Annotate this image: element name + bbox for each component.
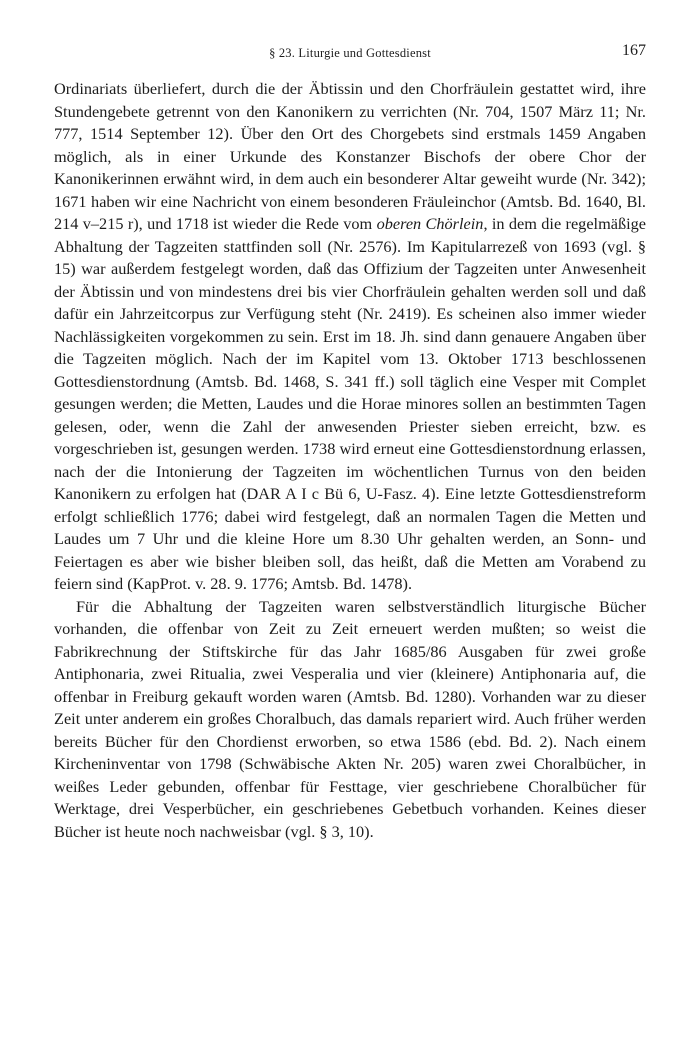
paragraph-1-part-a: Ordinariats überliefert, durch die der Äbtissin und den Chorfräulein gestattet wird, ihre Stundengebete getrennt von den Kanonikern zu verrichten (Nr. 704, 1507 März 11; Nr. 777, 1514 September 12). Über den Ort des Chorgebets sind erstmals 1459 Angaben möglich, als in einer Urkunde des Konstanzer Bischofs der obere Chor der Kanonikerinnen erwähnt wird, in dem auch ein besonderer Altar geweiht wurde (Nr. 342); 1671 haben wir eine Nachricht von einem besonderen Fräuleinchor (Amtsb. Bd. 1640, Bl. 214 v–215 r), und 1718 ist wieder die Rede vom <box>54 79 646 233</box>
paragraph-1 <box>54 78 646 596</box>
body-text <box>54 78 646 843</box>
book-page <box>54 0 646 1057</box>
paragraph-1-emphasis: oberen Chörlein <box>376 214 484 233</box>
running-title: § 23. Liturgie und Gottesdienst <box>269 46 431 60</box>
running-head <box>54 42 646 64</box>
paragraph-1-part-b: , in dem die regelmäßige Abhaltung der Tagzeiten stattfinden soll (Nr. 2576). Im Kapitularrezeß von 1693 (vgl. § 15) war außerdem festgelegt worden, daß das Offizium der Tagzeiten unter Anwesenheit der Äbtissin und von mindestens drei bis vier Chorfräulein gehalten werden soll und daß dafür ein Jahrzeitcorpus zur Verfügung steht (Nr. 2419). Es scheinen also immer wieder Nachlässigkeiten vorgekommen zu sein. Erst im 18. Jh. sind dann genauere Angaben über die Tagzeiten möglich. Nach der im Kapitel vom 13. Oktober 1713 beschlossenen Gottesdienstordnung (Amtsb. Bd. 1468, S. 341 ff.) soll täglich eine Vesper mit Complet gesungen werden; die Metten, Laudes und die Horae minores sollen an bestimmten Tagen gelesen, oder, wenn die Zahl der anwesenden Priester sieben erreicht, bzw. es vorgeschrieben ist, gesungen werden. 1738 wird erneut eine Gottesdienstordnung erlassen, nach der die Intonierung der Tagzeiten im wöchentlichen Turnus von den beiden Kanonikern zu erfolgen hat (DAR A I c Bü 6, U-Fasz. 4). Eine letzte Gottesdienstreform erfolgt schließlich 1776; dabei wird festgelegt, daß an normalen Tagen die Metten und Laudes um 7 Uhr und die kleine Hore um 8.30 Uhr gehalten werden, an Sonn- und Feiertagen es aber wie bisher bleiben soll, das heißt, daß die Metten am Vorabend zu feiern sind (KapProt. v. 28. 9. 1776; Amtsb. Bd. 1478). <box>54 214 646 593</box>
paragraph-2: Für die Abhaltung der Tagzeiten waren selbstverständlich liturgische Bücher vorhanden, die offenbar von Zeit zu Zeit erneuert werden mußten; so weist die Fabrikrechnung der Stiftskirche für das Jahr 1685/86 Ausgaben für zwei große Antiphonaria, zwei Ritualia, zwei Vesperalia und vier (kleinere) Antiphonaria auf, die offenbar in Freiburg gekauft worden waren (Amtsb. Bd. 1280). Vorhanden war zu dieser Zeit unter anderem ein großes Choralbuch, das damals repariert wird. Auch früher werden bereits Bücher für den Chordienst erworben, so etwa 1586 (ebd. Bd. 2). Nach einem Kircheninventar von 1798 (Schwäbische Akten Nr. 205) waren zwei Choralbücher, in weißes Leder gebunden, offenbar für Festtage, vier geschriebene Choralbücher für Werktage, drei Vesperbücher, ein geschriebenes Gebetbuch vorhanden. Keines dieser Bücher ist heute noch nachweisbar (vgl. § 3, 10). <box>54 596 646 841</box>
page-number: 167 <box>622 42 646 59</box>
